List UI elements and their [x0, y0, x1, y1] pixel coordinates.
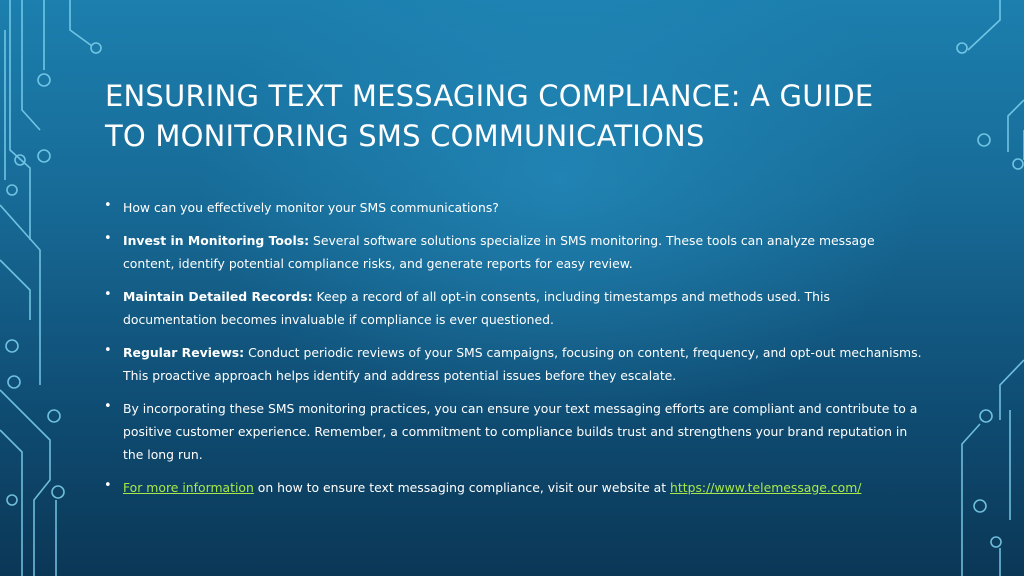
bullet-dot: • [104, 198, 112, 213]
bullet-text: Several software solutions specialize in SMS monitoring. These tools can analyze message content, identify potential compliance risks, and generate reports for easy review. [123, 233, 875, 271]
page-title: ENSURING TEXT MESSAGING COMPLIANCE: A GUIDE TO MONITORING SMS COMMUNICATIONS [105, 79, 874, 153]
website-link[interactable]: https://www.telemessage.com/ [670, 480, 862, 495]
bullet-lead: Regular Reviews: [123, 345, 245, 360]
bullet-text: How can you effectively monitor your SMS communications? [123, 200, 499, 215]
bullet-text: Keep a record of all opt-in consents, including timestamps and methods used. This documentation becomes invaluable if compliance is ever questioned. [123, 289, 830, 327]
list-item [104, 285, 924, 331]
more-info-link[interactable]: For more information [123, 480, 254, 495]
bullet-lead: Maintain Detailed Records: [123, 289, 313, 304]
list-item [104, 397, 924, 466]
bullet-dot: • [104, 287, 112, 302]
bullet-text: By incorporating these SMS monitoring practices, you can ensure your text messaging efforts are compliant and contribute to a positive customer experience. Remember, a commitment to compliance builds trust and strengthens your brand reputation in the long run. [123, 401, 918, 462]
bullet-dot: • [104, 231, 112, 246]
bullet-dot: • [104, 343, 112, 358]
list-item [104, 196, 924, 219]
bullet-text: Conduct periodic reviews of your SMS campaigns, focusing on content, frequency, and opt-out mechanisms. This proactive approach helps identify and address potential issues before they escalate. [123, 345, 922, 383]
bullet-dot: • [104, 399, 112, 414]
list-item [104, 229, 924, 275]
bullet-text: on how to ensure text messaging compliance, visit our website at [253, 480, 671, 495]
bullet-lead: Invest in Monitoring Tools: [123, 233, 310, 248]
bullet-list [104, 196, 924, 509]
list-item [104, 476, 924, 499]
list-item [104, 341, 924, 387]
bullet-dot: • [104, 478, 112, 493]
